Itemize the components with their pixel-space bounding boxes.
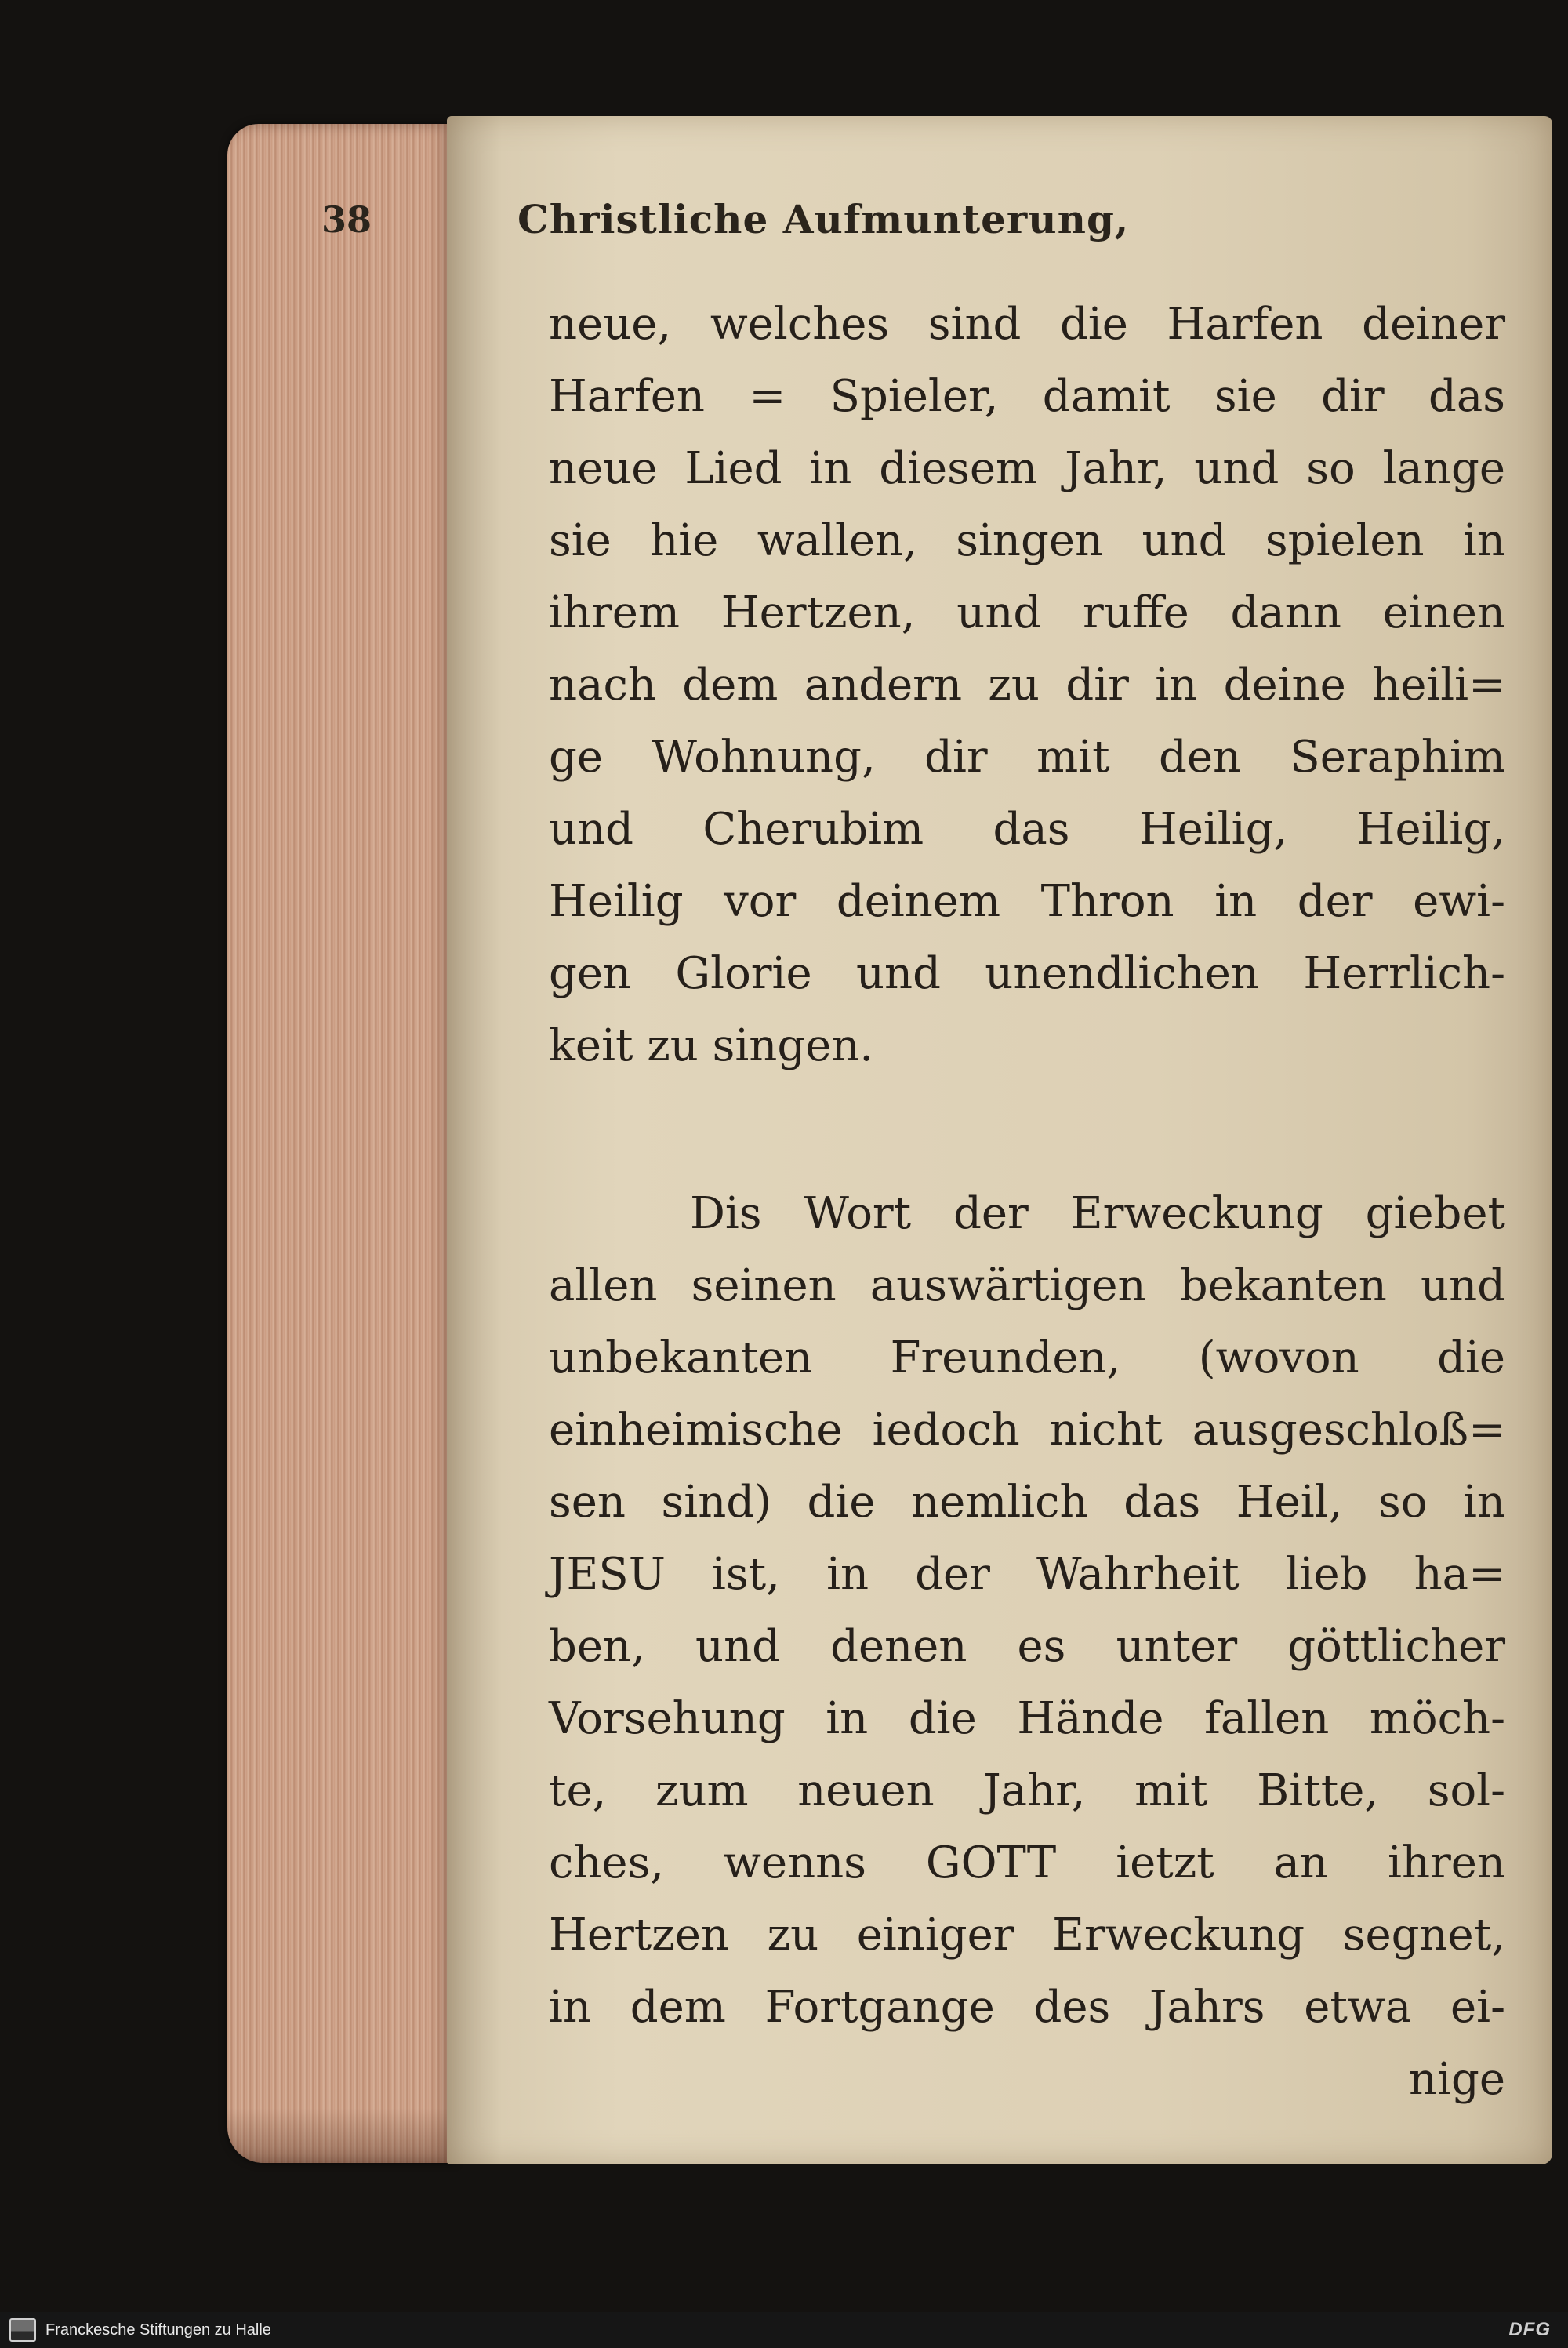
text-line: Dis Wort der Erweckung giebet <box>690 1188 1505 1239</box>
footer-bar <box>0 2312 1568 2348</box>
institution-logo-icon <box>9 2318 36 2342</box>
text-line: gen Glorie und unendlichen Herrlich- <box>549 948 1505 999</box>
text-line: und Cherubim das Heilig, Heilig, <box>549 804 1505 855</box>
text-line: Hertzen zu einiger Erweckung segnet, <box>549 1910 1505 1961</box>
text-line: in dem Fortgange des Jahrs etwa ei- <box>549 1982 1505 2033</box>
text-line: te, zum neuen Jahr, mit Bitte, sol- <box>549 1765 1505 1816</box>
text-line: ben, und denen es unter göttlicher <box>549 1621 1505 1672</box>
text-block <box>549 289 1505 2116</box>
text-line: unbekanten Freunden, (wovon die <box>549 1332 1505 1383</box>
text-line: sen sind) die nemlich das Heil, so in <box>549 1477 1505 1528</box>
institution-name: Franckesche Stiftungen zu Halle <box>45 2321 271 2339</box>
text-line: keit zu singen. <box>549 1020 874 1071</box>
text-line: neue, welches sind die Harfen deiner <box>549 299 1505 350</box>
catchword: nige <box>1409 2054 1505 2105</box>
text-line: einheimische iedoch nicht ausgeschloß= <box>549 1405 1505 1456</box>
page-edges <box>227 124 455 2163</box>
text-line: neue Lied in diesem Jahr, und so lange <box>549 443 1505 494</box>
text-line: Heilig vor deinem Thron in der ewi- <box>549 876 1505 927</box>
text-line: nach dem andern zu dir in deine heili= <box>549 660 1505 711</box>
text-line: ches, wenns GOTT ietzt an ihren <box>549 1837 1505 1888</box>
text-line: ge Wohnung, dir mit den Seraphim <box>549 732 1505 783</box>
text-line: JESU ist, in der Wahrheit lieb ha= <box>549 1549 1505 1600</box>
text-line: ihrem Hertzen, und ruffe dann einen <box>549 587 1505 638</box>
page-number: 38 <box>321 198 372 241</box>
text-line: sie hie wallen, singen und spielen in <box>549 515 1505 566</box>
dfg-logo-icon: DFG <box>1508 2319 1551 2340</box>
text-line: Harfen = Spieler, damit sie dir das <box>549 371 1505 422</box>
running-head-title: Christliche Aufmunterung, <box>517 196 1130 242</box>
text-line: allen seinen auswärtigen bekanten und <box>549 1260 1505 1311</box>
text-line: Vorsehung in die Hände fallen möch- <box>549 1693 1505 1744</box>
paragraph-gap <box>549 1082 1505 1178</box>
running-head <box>321 188 1341 251</box>
